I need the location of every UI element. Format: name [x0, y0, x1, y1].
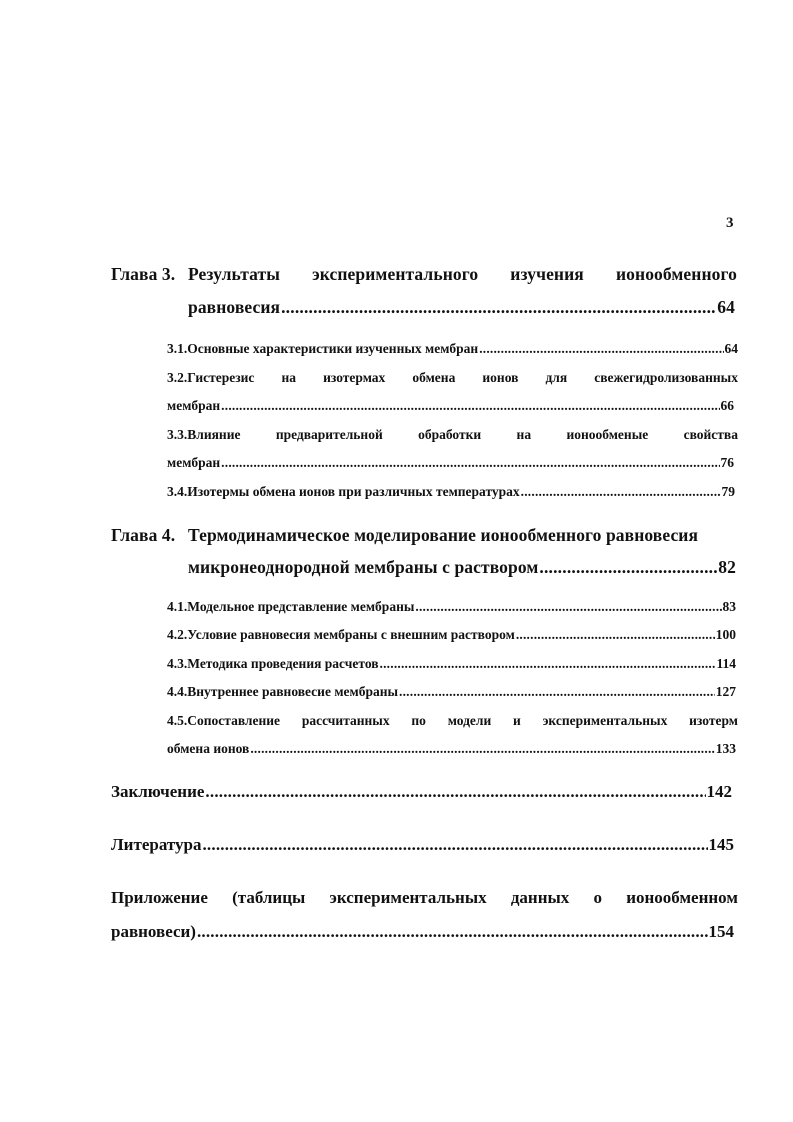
word: о [593, 888, 602, 907]
toc-entry-appendix-line1 [111, 888, 738, 908]
word: обмена [412, 370, 456, 385]
leader-dots [479, 341, 723, 355]
chapter-4-page: 82 [718, 557, 736, 577]
leader-dots [205, 782, 705, 800]
leader-dots [250, 741, 714, 755]
entry-title-end: равновеси) [111, 922, 196, 941]
word: Приложение [111, 888, 208, 907]
leader-dots [281, 297, 716, 315]
word: данных [510, 888, 570, 907]
word: и [513, 713, 521, 728]
word: ионообменном [626, 888, 738, 907]
word: ионообменного [615, 264, 737, 284]
toc-entry-appendix-line2[interactable] [111, 922, 734, 942]
entry-page: 100 [715, 627, 736, 642]
toc-entry-4-1[interactable] [167, 599, 736, 615]
entry-title-end: мембран [167, 455, 221, 470]
word: 4.5.Сопоставление [167, 713, 281, 728]
word: изучения [510, 264, 584, 284]
entry-page: 79 [721, 484, 735, 499]
entry-page: 154 [708, 922, 734, 941]
toc-entry-4-3[interactable] [167, 656, 736, 672]
word: для [545, 370, 568, 385]
entry-title: 4.1.Модельное представление мембраны [167, 599, 415, 614]
word: 3.3.Влияние [167, 427, 241, 442]
word: предварительной [275, 427, 383, 442]
entry-page: 64 [724, 341, 738, 356]
chapter-4-title-end: микронеоднородной мембраны с раствором [188, 557, 539, 577]
entry-title-end: мембран [167, 398, 221, 413]
chapter-3-title-line2[interactable] [188, 297, 735, 318]
chapter-3-title-line1 [188, 264, 737, 285]
entry-title: 3.1.Основные характеристики изученных мембран [167, 341, 479, 356]
word: ионов [482, 370, 519, 385]
chapter-4-label: Глава 4. [111, 525, 176, 545]
chapter-3-label: Глава 3. [111, 264, 176, 284]
entry-page: 66 [720, 398, 734, 413]
word: по [411, 713, 426, 728]
word: экспериментальных [329, 888, 487, 907]
toc-entry-4-2[interactable] [167, 627, 736, 643]
entry-page: 76 [720, 455, 734, 470]
toc-entry-3-1[interactable] [167, 341, 738, 357]
leader-dots [221, 455, 719, 469]
leader-dots [197, 922, 708, 940]
leader-dots [202, 835, 707, 853]
word: изотерм [689, 713, 738, 728]
entry-page: 127 [715, 684, 736, 699]
word: свежегидролизованных [594, 370, 738, 385]
entry-title: 3.4.Изотермы обмена ионов при различных температурах [167, 484, 520, 499]
toc-entry-4-5-line2[interactable] [167, 741, 736, 757]
entry-title: 4.2.Условие равновесия мембраны с внешним раствором [167, 627, 515, 642]
entry-page: 114 [716, 656, 736, 671]
entry-title: Литература [111, 835, 202, 854]
toc-entry-3-2-line2[interactable] [167, 398, 734, 414]
word: (таблицы [232, 888, 306, 907]
toc-entry-4-5-line1 [167, 713, 738, 729]
word: обработки [418, 427, 482, 442]
toc-entry-3-3-line2[interactable] [167, 455, 734, 471]
entry-title: 4.4.Внутреннее равновесие мембраны [167, 684, 399, 699]
word: свойства [683, 427, 738, 442]
word: ионообменые [566, 427, 649, 442]
leader-dots [399, 684, 715, 698]
leader-dots [380, 656, 716, 670]
word: экспериментального [312, 264, 479, 284]
entry-title-end: обмена ионов [167, 741, 250, 756]
toc-entry-literature[interactable] [111, 835, 734, 855]
leader-dots [221, 398, 719, 412]
leader-dots [539, 557, 717, 575]
word: Результаты [188, 264, 280, 284]
entry-title: Заключение [111, 782, 205, 801]
entry-title: 4.3.Методика проведения расчетов [167, 656, 379, 671]
word: экспериментальных [542, 713, 668, 728]
leader-dots [415, 599, 721, 613]
word: модели [447, 713, 492, 728]
entry-page: 142 [706, 782, 732, 801]
entry-page: 83 [722, 599, 736, 614]
toc-entry-3-3-line1 [167, 427, 738, 443]
word: на [516, 427, 532, 442]
word: 3.2.Гистерезис [167, 370, 255, 385]
word: рассчитанных [301, 713, 390, 728]
chapter-3-title-end: равновесия [188, 297, 281, 317]
chapter-4-title-line1: Термодинамическое моделирование ионообменного равновесия [188, 525, 699, 545]
chapter-4-title-line2[interactable] [188, 557, 736, 578]
toc-entry-3-4[interactable] [167, 484, 735, 500]
leader-dots [521, 484, 721, 498]
toc-entry-3-2-line1 [167, 370, 738, 386]
leader-dots [516, 627, 715, 641]
toc-entry-conclusion[interactable] [111, 782, 732, 802]
page-number: 3 [726, 215, 734, 231]
toc-entry-4-4[interactable] [167, 684, 736, 700]
entry-page: 133 [715, 741, 736, 756]
entry-page: 145 [708, 835, 734, 854]
word: изотермах [323, 370, 386, 385]
word: на [281, 370, 297, 385]
chapter-3-page: 64 [717, 297, 735, 317]
